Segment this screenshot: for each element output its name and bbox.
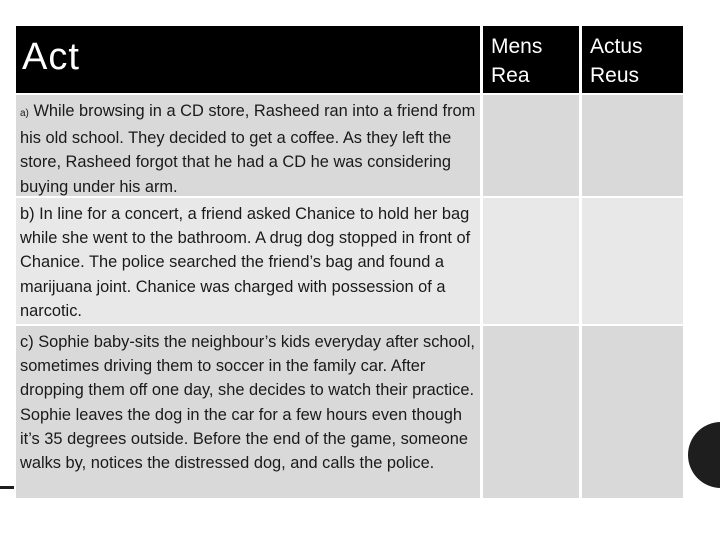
mens-rea-header-label: Mens Rea — [491, 35, 543, 87]
actus-reus-header-label: Actus Reus — [590, 35, 643, 87]
mens-rea-cell[interactable] — [480, 196, 579, 324]
scenario-label: a) — [20, 108, 29, 119]
decorative-circle — [688, 422, 720, 488]
scenario-text: c) Sophie baby-sits the neighbour’s kids everyday after school, sometimes driving them to soccer in the family car. After dropping them off one day, she decides to watch their practice. Sophie leaves the dog in the car for a few hours even though it’s 35 degrees outside. Before the end of the game, someone walks by, notices the distressed dog, and calls the police. — [20, 333, 475, 473]
act-cell — [16, 196, 480, 324]
act-header — [16, 26, 480, 93]
act-cell — [16, 93, 480, 196]
actus-reus-cell[interactable] — [579, 93, 683, 196]
mens-rea-header — [480, 26, 579, 93]
actus-reus-cell[interactable] — [579, 196, 683, 324]
act-header-label: Act — [22, 36, 80, 78]
scenario-body: While browsing in a CD store, Rasheed ran into a friend from his old school. They decided to get a coffee. As they left the store, Rasheed forgot that he had a CD he was considering buying under his arm. — [20, 102, 476, 196]
mens-rea-cell[interactable] — [480, 93, 579, 196]
scenario-text — [20, 99, 476, 199]
mens-rea-cell[interactable] — [480, 324, 579, 498]
act-cell — [16, 324, 480, 498]
actus-reus-cell[interactable] — [579, 324, 683, 498]
decorative-bar — [0, 486, 14, 489]
actus-reus-header — [579, 26, 683, 93]
scenario-text: b) In line for a concert, a friend asked Chanice to hold her bag while she went to the bathroom. A drug dog stopped in front of Chanice. The police searched the friend’s bag and found a marijuana joint. Chanice was charged with possession of a narcotic. — [20, 205, 471, 320]
